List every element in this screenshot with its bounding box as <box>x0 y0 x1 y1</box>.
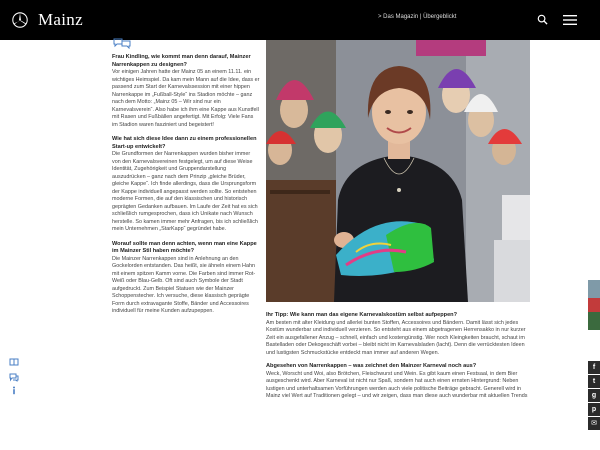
article-section <box>112 54 260 129</box>
article-section <box>266 312 530 357</box>
twitter-icon[interactable]: t <box>588 375 600 388</box>
article-section <box>266 363 530 401</box>
facebook-icon[interactable]: f <box>588 361 600 374</box>
chat-icon[interactable] <box>9 372 19 382</box>
email-icon[interactable]: ✉ <box>588 417 600 430</box>
mercedes-star-icon[interactable] <box>12 12 28 28</box>
breadcrumb[interactable]: > Das Magazin | Übergeblickt <box>378 14 457 20</box>
article-column-right <box>266 312 530 407</box>
book-icon[interactable] <box>9 357 19 367</box>
interview-question: Ihr Tipp: Wie kann man das eigene Karnevalskostüm selbst aufpeppen? <box>266 312 458 318</box>
article-column-left <box>112 54 260 323</box>
interview-answer: Vor einigen Jahren hatte der Mainz 05 an einem 11.11. ein wichtiges Heimspiel. Da kam mein Mann auf die Idee, dass er passend zum Start der Karnevalssession mit einer hippen Narrenkappe im „Fußball-Style“ ins Stadion möchte – ganz nach dem Motto: „Mainz 05 – Wir sind nur ein Karnevalsverein“. Also habe ich ihm eine Kappe aus Kunstfell mit Rasen und Fußbällen angefertigt. Mit Erfolg: Viele Fans im Stadion waren fasziniert und begeistert! <box>112 69 260 128</box>
article-section <box>112 241 260 316</box>
google-plus-icon[interactable]: g <box>588 389 600 402</box>
article-photo <box>266 40 530 302</box>
interview-answer: Weck, Worscht und Woi, also Brötchen, Fleischwurst und Wein. Es gibt kaum einen Festsaal, in dem Bier ausgeschenkt wird. Aber Karneval ist nicht nur Spaß, sondern hat auch einen ernsten Hintergrund: Neben lustigen und unterhaltsamen Vorführungen werden auch viele politische Beiträge gebracht. Generell wird in Mainz viel Wert auf Traditionen gelegt – und wir zeigen, dass man diese auch wunderbar mit aktuellen Trends <box>266 370 528 399</box>
info-icon[interactable] <box>9 385 19 395</box>
top-navigation-bar <box>0 0 600 40</box>
brand-title[interactable]: Mainz <box>38 10 83 29</box>
interview-answer: Die Grundformen der Narrenkappen wurden bisher immer von den Karnevalsvereinen festgelegt, um auf diese Weise Identität, Zugehörigkeit und Gruppendarstellung auszudrücken – ganz nach dem Prinzip „gleiche Brüder, gleiche Kappe“. Ich finde allerdings, dass die Ursprungsform der Kappe individuell angepasst werden sollte. So entstehen moderne Formen, die auf den klassischen und historisch geprägten Gedanken aufbauen. Im Laufe der Zeit hat es sich schließlich rumgesprochen, dass ich Unikate nach Wunsch herstelle. So kamen immer mehr Anfragen, bis ich schließlich mein Unternehmen „StarKapp“ gegründet habe. <box>112 151 258 232</box>
related-thumbnail[interactable] <box>588 280 600 330</box>
interview-question: Worauf sollte man denn achten, wenn man eine Kappe im Mainzer Stil haben möchte? <box>112 240 257 254</box>
search-icon[interactable] <box>537 14 548 25</box>
interview-answer: Die Mainzer Narrenkappen sind in Anlehnung an den Gockelorden entstanden. Das heißt, sie ähneln einem Hahn mit einem spitzen Kamm vorne. Die Farben sind immer Rot-Weiß oder Blau-Gelb. Oft sind auch Symbole der Stadt aufgedruckt. Zum Beispiel Statuen wie der Mainzer Schoppenstecher. Ich versuche, diese klassisch geprägte Form durch extravagante Stoffe, Bänder und Accessoires individuell für meine Kunden aufzupeppen. <box>112 255 256 314</box>
hamburger-menu-icon[interactable] <box>563 14 577 26</box>
pinterest-icon[interactable]: p <box>588 403 600 416</box>
interview-question: Frau Kindling, wie kommt man denn darauf, Mainzer Narrenkappen zu designen? <box>112 54 251 68</box>
interview-answer: Am besten mit alter Kleidung und allerlei bunten Stoffen, Accessoires und Bändern. Damit lässt sich jedes Kostüm wunderbar und individuell verzieren. So entsteht aus einem abgetragenen Herrensakko in nur kurzer Zeit ein ausgefallener Anzug – schnell, einfach und kostengünstig. Wer noch Kleingkeiten braucht, schaut im Bastelladen oder Dekogeschäft vorbei – bleibt nicht im Karnevalsladen (lacht). Denn die verrücktesten Ideen und lustigsten Schmuckstücke entdeckt man immer auf anderen Wegen. <box>266 319 526 356</box>
article-section <box>112 136 260 234</box>
interview-question: Wie hat sich diese Idee dann zu einem professionellen Start-up entwickelt? <box>112 136 257 150</box>
speech-bubbles-icon <box>113 37 131 49</box>
interview-question: Abgesehen von Narrenkappen – was zeichnet den Mainzer Karneval noch aus? <box>266 363 477 369</box>
